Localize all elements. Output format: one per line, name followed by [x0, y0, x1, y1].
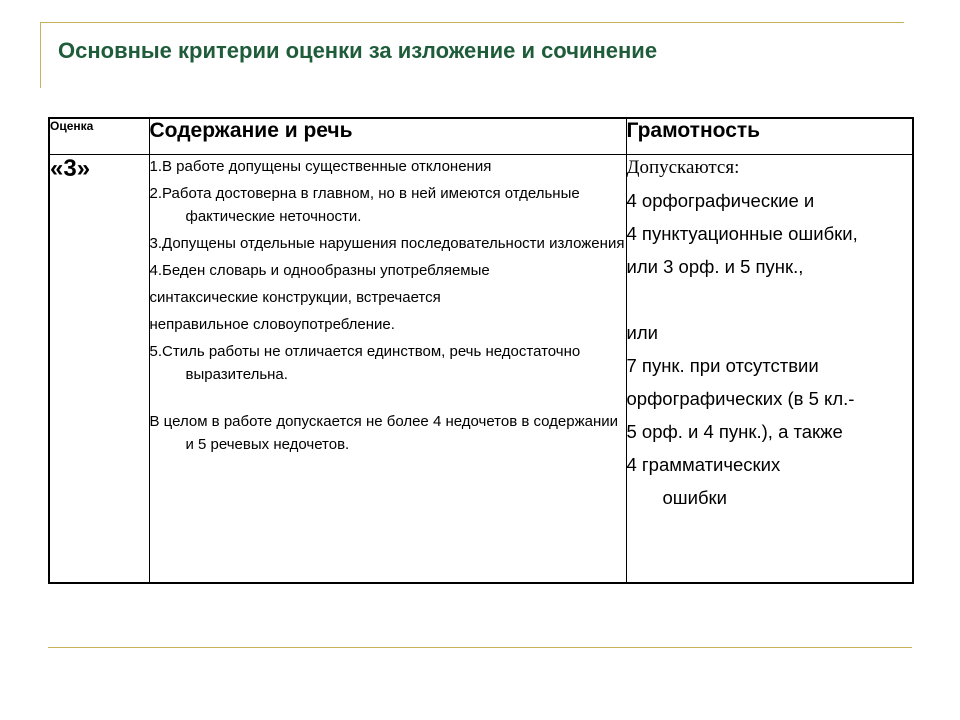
literacy-item: орфографических (в 5 кл.-: [626, 387, 855, 409]
grade-cell: «3»: [49, 154, 149, 583]
content-item: неправильное словоупотребление.: [149, 315, 395, 333]
literacy-item: 4 пунктуационные ошибки,: [626, 222, 858, 244]
content-item: 5.Стиль работы не отличается единством, речь недостаточно выразительна.: [149, 342, 581, 383]
content-summary: В целом в работе допускается не более 4 недочетов в содержании и 5 речевых недочетов.: [149, 412, 619, 453]
literacy-item: 7 пунк. при отсутствии: [626, 354, 819, 376]
literacy-item: 4 орфографические и: [626, 189, 815, 211]
content-cell: [149, 154, 626, 583]
criteria-table: [48, 117, 914, 584]
literacy-item: ошибки: [662, 486, 727, 508]
literacy-item: 5 орф. и 4 пунк.), а также: [626, 420, 843, 442]
table-header-row: [49, 118, 913, 154]
page-title: Основные критерии оценки за изложение и сочинение: [58, 38, 658, 63]
content-item: 3.Допущены отдельные нарушения последовательности изложения: [149, 234, 625, 252]
header-content: Содержание и речь: [149, 118, 626, 154]
bottom-decor-line: [48, 647, 912, 648]
content-item: 4.Беден словарь и однообразны употребляемые: [149, 261, 490, 279]
header-grade: Оценка: [49, 118, 149, 154]
literacy-cell: [626, 154, 913, 583]
table-row: [49, 154, 913, 583]
literacy-item: Допускаются:: [626, 156, 740, 178]
content-item: синтаксические конструкции, встречается: [149, 288, 441, 306]
left-decor-line: [40, 22, 41, 88]
top-decor-line: [40, 22, 904, 23]
literacy-item: или 3 орф. и 5 пунк.,: [626, 255, 804, 277]
content-item: 2.Работа достоверна в главном, но в ней имеются отдельные фактические неточности.: [149, 184, 580, 225]
literacy-spacer: [627, 287, 913, 313]
literacy-item: или: [626, 321, 658, 343]
content-item: 1.В работе допущены существенные отклонения: [149, 157, 492, 175]
literacy-item: 4 грамматических: [626, 453, 781, 475]
header-literacy: Грамотность: [626, 118, 913, 154]
